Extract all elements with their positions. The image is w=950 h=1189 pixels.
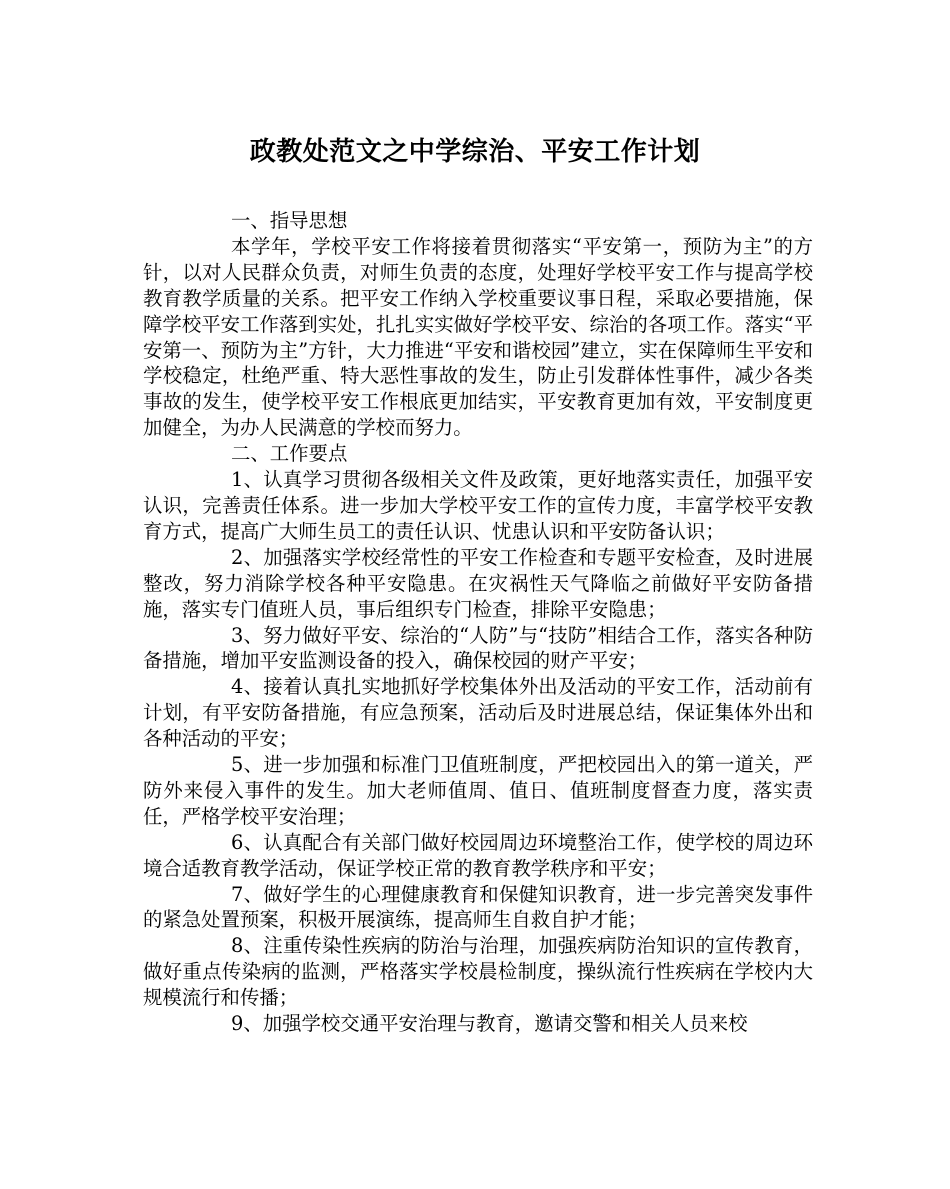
work-point-4: 4、接着认真扎实地抓好学校集体外出及活动的平安工作，活动前有计划，有平安防备措施，有应急预案，活动后及时进展总结，保证集体外出和各种活动的平安； [143, 675, 813, 751]
work-point-7: 7、做好学生的心理健康教育和保健知识教育，进一步完善突发事件的紧急处置预案，积极开展演练，提高师生自救自护才能； [143, 882, 813, 932]
section-heading-guiding-thought: 一、指导思想 [231, 209, 348, 232]
document-title: 政教处范文之中学综治、平安工作计划 [249, 137, 701, 167]
paragraph-guiding-thought: 本学年，学校平安工作将接着贯彻落实“平安第一，预防为主”的方针，以对人民群众负责，对师生负责的态度，处理好学校平安工作与提高学校教育教学质量的关系。把平安工作纳入学校重要议事日程，采取必要措施，保障学校平安工作落到实处，扎扎实实做好学校平安、综治的各项工作。落实“平安第一、预防为主”方针，大力推进“平安和谐校园”建立，实在保障师生平安和学校稳定，杜绝严重、特大恶性事故的发生，防止引发群体性事件，减少各类事故的发生，使学校平安工作根底更加结实，平安教育更加有效，平安制度更加健全，为办人民满意的学校而努力。 [143, 234, 813, 440]
document-body [143, 208, 813, 1037]
work-point-8: 8、注重传染性疾病的防治与治理，加强疾病防治知识的宣传教育，做好重点传染病的监测，严格落实学校晨检制度，操纵流行性疾病在学校内大规模流行和传播； [143, 934, 813, 1010]
work-point-9: 9、加强学校交通平安治理与教育，邀请交警和相关人员来校 [231, 1012, 748, 1036]
work-point-5: 5、进一步加强和标准门卫值班制度，严把校园出入的第一道关，严防外来侵入事件的发生。加大老师值周、值日、值班制度督查力度，落实责任，严格学校平安治理； [143, 753, 813, 828]
work-point-2: 2、加强落实学校经常性的平安工作检查和专题平安检查，及时进展整改，努力消除学校各种平安隐患。在灾祸性天气降临之前做好平安防备措施，落实专门值班人员，事后组织专门检查，排除平安隐患； [143, 545, 813, 621]
section-heading-work-points: 二、工作要点 [231, 442, 348, 466]
work-point-3: 3、努力做好平安、综治的“人防”与“技防”相结合工作，落实各种防备措施，增加平安监测设备的投入，确保校园的财产平安； [143, 623, 813, 673]
work-point-1: 1、认真学习贯彻各级相关文件及政策，更好地落实责任，加强平安认识，完善责任体系。进一步加大学校平安工作的宣传力度，丰富学校平安教育方式，提高广大师生员工的责任认识、忧患认识和平安防备认识； [143, 468, 813, 543]
work-point-6: 6、认真配合有关部门做好校园周边环境整治工作，使学校的周边环境合适教育教学活动，保证学校正常的教育教学秩序和平安； [143, 830, 813, 880]
